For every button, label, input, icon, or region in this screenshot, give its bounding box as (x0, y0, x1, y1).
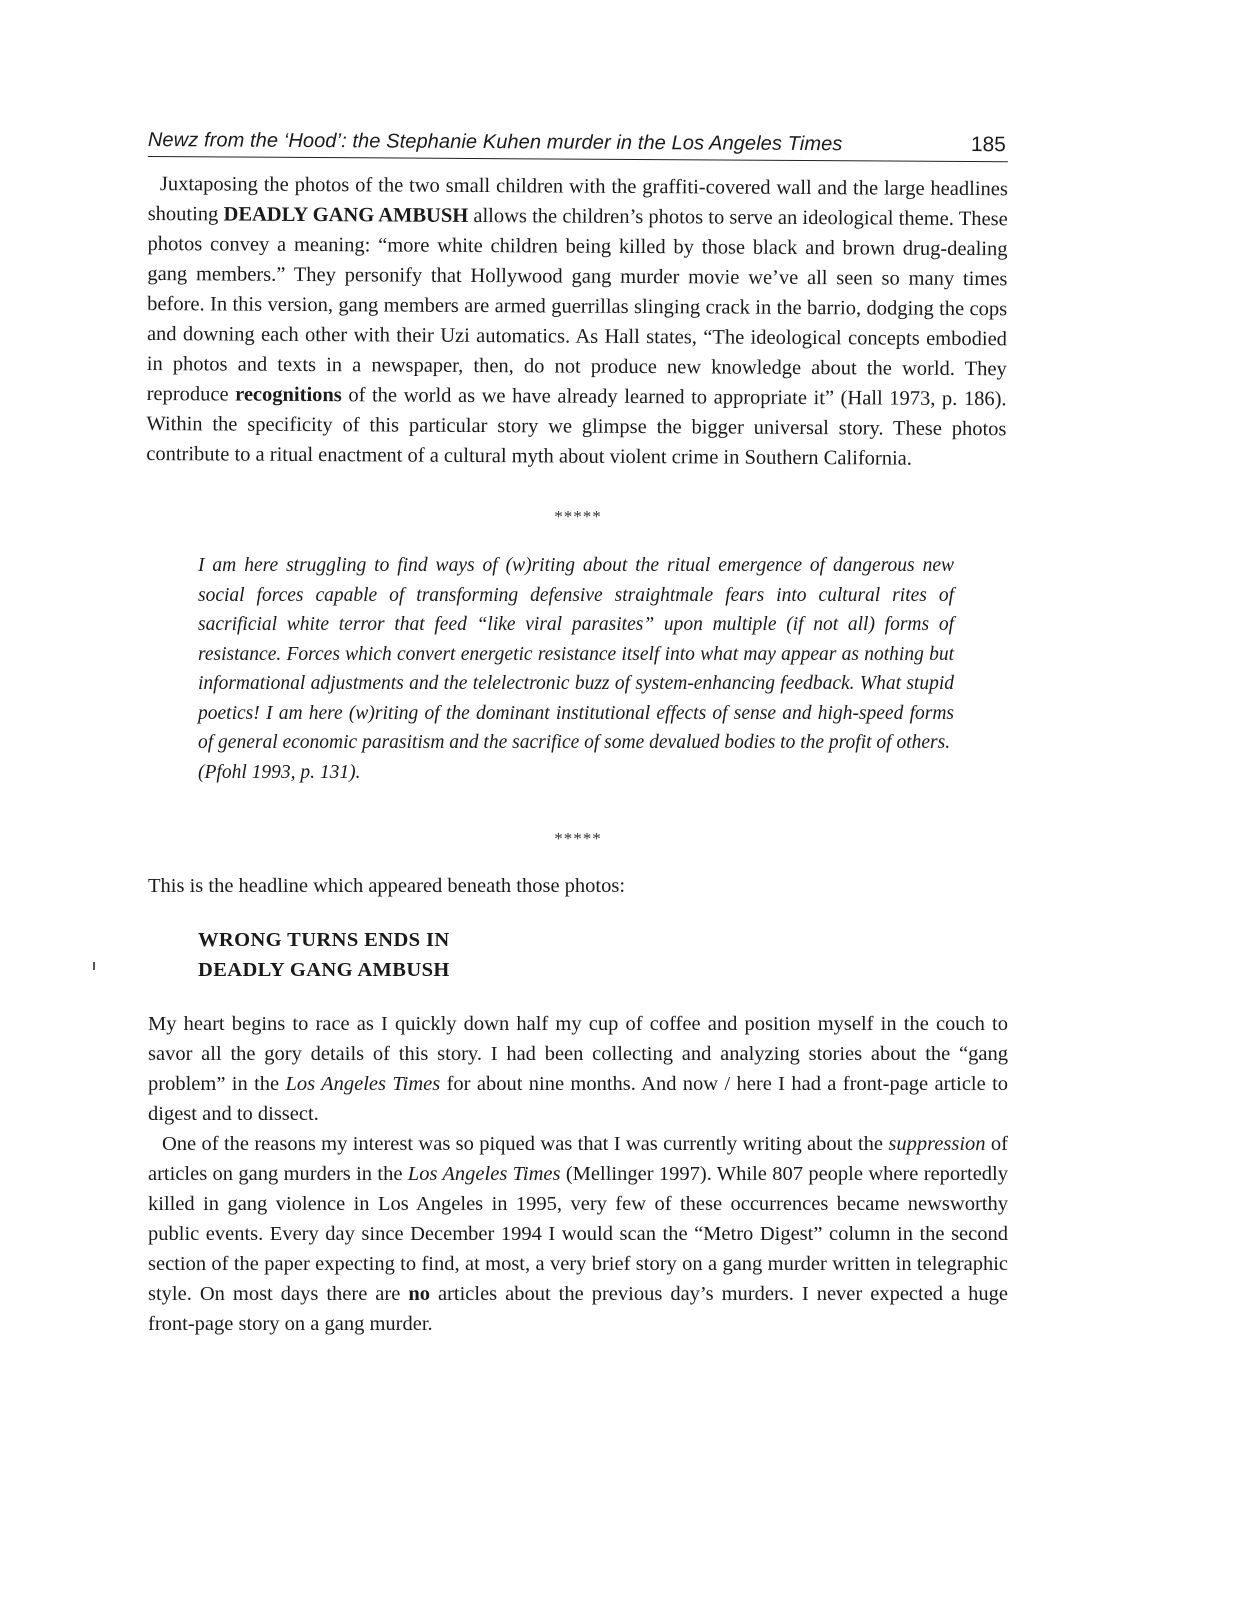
book-page (148, 128, 1008, 1339)
running-title: Newz from the ‘Hood’: the Stephanie Kuhen murder in the Los Angeles Times (147, 128, 843, 156)
section-separator: ***** (554, 829, 602, 848)
paragraph-text: Juxtaposing the photos of the two small children with the graffiti-covered wall and the large headlines shouting (147, 173, 1008, 226)
scan-mark (93, 962, 95, 970)
paragraph-text: of articles on gang murders in the (148, 1133, 1008, 1185)
paragraph-text: One of the reasons my interest was so piqued was that I was currently writing about the (162, 1133, 889, 1155)
paragraph-text: My heart begins to race as I quickly down half my cup of coffee and position myself in the couch to savor all the gory details of this story. I had been collecting and analyzing stories about the “gang problem” in the (148, 1013, 1008, 1095)
quote-citation: (Pfohl 1993, p. 131). (198, 761, 361, 783)
running-head (148, 128, 1008, 162)
page-number: 185 (970, 133, 1006, 157)
emphasized-word: suppression (888, 1133, 986, 1155)
newspaper-title: Los Angeles Times (285, 1073, 441, 1095)
paragraph-text: allows the children’s photos to serve an ideological theme. These photos convey a meaning: “more white children being killed by those black and brown drug-dealing gang members.” They personify that Hollywood gang murder movie we’ve all seen so many times before. In this version, gang members are armed guerrillas slinging crack in the barrio, dodging the cops and downing each other with their Uzi automatics. As Hall states, “The ideological concepts embodied in photos and texts in a newspaper, then, do not produce new knowledge about the world. They reproduce (146, 204, 1008, 406)
paragraph-interest-piqued (148, 1129, 1008, 1339)
headline-intro: This is the headline which appeared beneath those photos: (148, 875, 626, 897)
paragraph-text: for about nine months. And now / here I had a front-page article to digest and to dissect. (148, 1073, 1009, 1125)
emphasized-word: no (408, 1283, 430, 1305)
headline-line: DEADLY GANG AMBUSH (198, 959, 450, 981)
paragraph-text: articles about the previous day’s murders. I never expected a huge front-page story on a gang murder. (148, 1283, 1008, 1335)
block-quote (198, 551, 954, 787)
quote-text: I am here struggling to find ways of (w)riting about the ritual emergence of dangerous new social forces capable of transforming defensive straightmale fears into cultural rites of sacrificial white terror that feed “like viral parasites” upon multiple (if not all) forms of resistance. Forces which convert energetic resistance itself into what may appear as nothing but informational adjustments and the telelectronic buzz of system-enhancing feedback. What stupid poetics! I am here (w)riting of the dominant institutional effects of sense and high-speed forms of general economic parasitism and the sacrifice of some devalued bodies to the profit of others. (198, 555, 954, 753)
paragraph-juxtaposing (146, 169, 1008, 474)
emphasized-headline-text: DEADLY GANG AMBUSH (223, 203, 469, 227)
paragraph-text: of the world as we have already learned to appropriate it” (Hall 1973, p. 186). Within the specificity of this particular story we glimpse the bigger universal story. These photos contribute to a ritual enactment of a cultural myth about violent crime in Southern California. (146, 384, 1007, 470)
paragraph-text: (Mellinger 1997). While 807 people where reportedly killed in gang violence in Los Angeles in 1995, very few of these occurrences became newsworthy public events. Every day since December 1994 I would scan the “Metro Digest” column in the second section of the paper expecting to find, at most, a very brief story on a gang murder written in telegraphic style. On most days there are (148, 1163, 1008, 1305)
newspaper-title: Los Angeles Times (407, 1163, 561, 1185)
paragraph-heart-races (148, 1009, 1008, 1129)
newspaper-headline (198, 925, 1008, 985)
section-separator: ***** (554, 507, 602, 526)
emphasized-word: recognitions (235, 383, 342, 407)
headline-line: WRONG TURNS ENDS IN (198, 929, 450, 951)
